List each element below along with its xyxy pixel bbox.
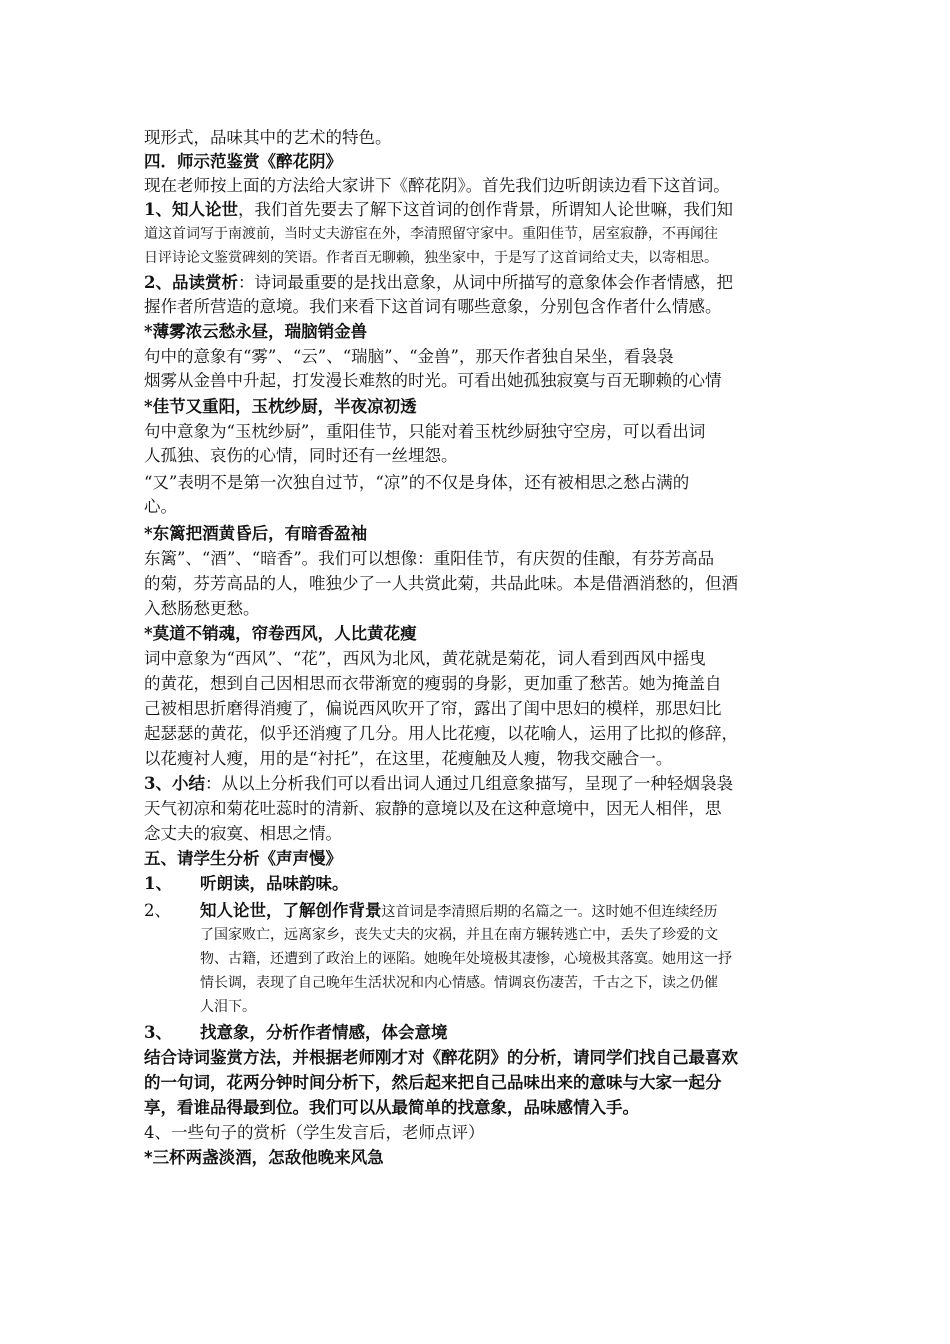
text-line: 结合诗词鉴赏方法，并根据老师刚才对《醉花阴》的分析，请同学们找自己最喜欢 — [144, 1048, 738, 1067]
text-line: 享，看谁品得最到位。我们可以从最简单的找意象，品味感情入手。 — [144, 1098, 639, 1117]
subheading-2: 2、品读赏析 — [144, 273, 238, 292]
list-item-2-heading: 知人论世，了解创作背景 — [200, 901, 382, 920]
list-number-1: 1、 — [144, 874, 172, 893]
text-line: 入愁肠愁更愁。 — [144, 599, 260, 618]
text-line: 握作者所营造的意境。我们来看下这首词有哪些意象，分别包含作者什么情感。 — [144, 297, 722, 316]
text-line: 人孤独、哀伤的心情，同时还有一丝埋怨。 — [144, 446, 458, 465]
text-line: 以花瘦衬人瘦，用的是“衬托”，在这里，花瘦触及人瘦，物我交融合一。 — [144, 749, 673, 768]
text-line: 物、古籍，还遭到了政治上的诬陷。她晚年处境极其凄惨，心境极其落寞。她用这一抒 — [200, 951, 732, 967]
text-run: ，我们首先要去了解下这首词的创作背景，所谓知人论世嘛，我们知 — [237, 200, 733, 219]
text-run: ：从以上分析我们可以看出词人通过几组意象描写，呈现了一种轻烟袅袅 — [204, 774, 733, 793]
list-number-3: 3、 — [144, 1023, 172, 1042]
section-heading-5: 五、请学生分析《声声慢》 — [144, 849, 342, 868]
text-line: 天气初凉和菊花吐蕊时的清新、寂静的意境以及在这种意境中，因无人相伴，思 — [144, 799, 722, 818]
list-item-2 — [200, 899, 812, 923]
text-line: 现形式，品味其中的艺术的特色。 — [144, 128, 392, 147]
text-run: ：诗词最重要的是找出意象，从词中所描写的意象体会作者情感，把 — [237, 273, 733, 292]
quote-heading-1: *薄雾浓云愁永昼，瑞脑销金兽 — [144, 322, 368, 341]
text-line: 日评诗论文鉴赏碑刻的笑语。作者百无聊赖，独坐家中，于是写了这首词给丈夫，以寄相思。 — [144, 250, 718, 266]
text-line: “又”表明不是第一次独自过节，“凉”的不仅是身体，还有被相思之愁占满的 — [144, 473, 690, 492]
paragraph-1-line — [144, 198, 812, 222]
paragraph-2-line — [144, 271, 812, 295]
section-heading-4: 四．师示范鉴赏《醉花阴》 — [144, 152, 342, 171]
text-line: 句中意象为“玉枕纱厨”，重阳佳节，只能对着玉枕纱厨独守空房，可以看出词 — [144, 422, 706, 441]
text-line: 词中意象为“西风”、“花”，西风为北风，黄花就是菊花，词人看到西风中摇曳 — [144, 649, 706, 668]
list-number-2: 2、 — [144, 901, 171, 920]
subheading-1: 1、知人论世 — [144, 200, 238, 219]
text-line: 东篱”、“酒”、“暗香”。我们可以想像：重阳佳节，有庆贺的佳酿，有芬芳高品 — [144, 549, 715, 568]
text-line: 情长调，表现了自己晚年生活状况和内心情感。情调哀伤凄苦，千古之下，读之仍催 — [200, 975, 718, 991]
quote-heading-2: *佳节又重阳，玉枕纱厨，半夜凉初透 — [144, 397, 417, 416]
quote-heading-5: *三杯两盏淡酒，怎敌他晚来风急 — [144, 1148, 384, 1167]
list-item-1: 听朗读，品味韵味。 — [200, 874, 349, 893]
quote-heading-4: *莫道不销魂，帘卷西风，人比黄花瘦 — [144, 624, 417, 643]
text-line: 句中的意象有“雾”、“云”、“瑞脑”、“金兽”，那天作者独自呆坐，看袅袅 — [144, 347, 674, 366]
text-line: 心。 — [144, 497, 177, 516]
text-line: 现在老师按上面的方法给大家讲下《醉花阴》。首先我们边听朗读边看下这首词。 — [144, 176, 730, 195]
subheading-3: 3、小结 — [144, 774, 205, 793]
text-line: 道这首词写于南渡前，当时丈夫游宦在外，李清照留守家中。重阳佳节，居室寂静，不再闻往 — [144, 226, 718, 242]
list-item-3: 找意象，分析作者情感，体会意境 — [200, 1023, 448, 1042]
quote-heading-3: *东篱把酒黄昏后，有暗香盈袖 — [144, 524, 368, 543]
text-line: 己被相思折磨得消瘦了，偏说西风吹开了帘，露出了闺中思妇的模样，那思妇比 — [144, 699, 722, 718]
text-line: 的菊，芬芳高品的人，唯独少了一人共赏此菊，共品此味。本是借酒消愁的，但酒 — [144, 574, 738, 593]
text-line: 的黄花，想到自己因相思而衣带渐宽的瘦弱的身影，更加重了愁苦。她为掩盖自 — [144, 674, 722, 693]
text-line: 起瑟瑟的黄花，似乎还消瘦了几分。用人比花瘦，以花喻人，运用了比拟的修辞， — [144, 724, 738, 743]
text-line: 念丈夫的寂寞、相思之情。 — [144, 824, 342, 843]
text-line: 了国家败亡，远离家乡，丧失丈夫的灾祸，并且在南方辗转逃亡中，丢失了珍爱的文 — [200, 927, 718, 943]
summary-line — [144, 772, 812, 796]
list-item-4: 4、一些句子的赏析（学生发言后，老师点评） — [144, 1123, 485, 1142]
text-line: 烟雾从金兽中升起，打发漫长难熬的时光。可看出她孤独寂寞与百无聊赖的心情 — [144, 371, 722, 390]
text-line: 的一句词，花两分钟时间分析下，然后起来把自己品味出来的意味与大家一起分 — [144, 1073, 722, 1092]
text-run: 这首词是李清照后期的名篇之一。这时她不但连续经历 — [381, 904, 718, 920]
text-line: 人泪下。 — [200, 999, 256, 1015]
